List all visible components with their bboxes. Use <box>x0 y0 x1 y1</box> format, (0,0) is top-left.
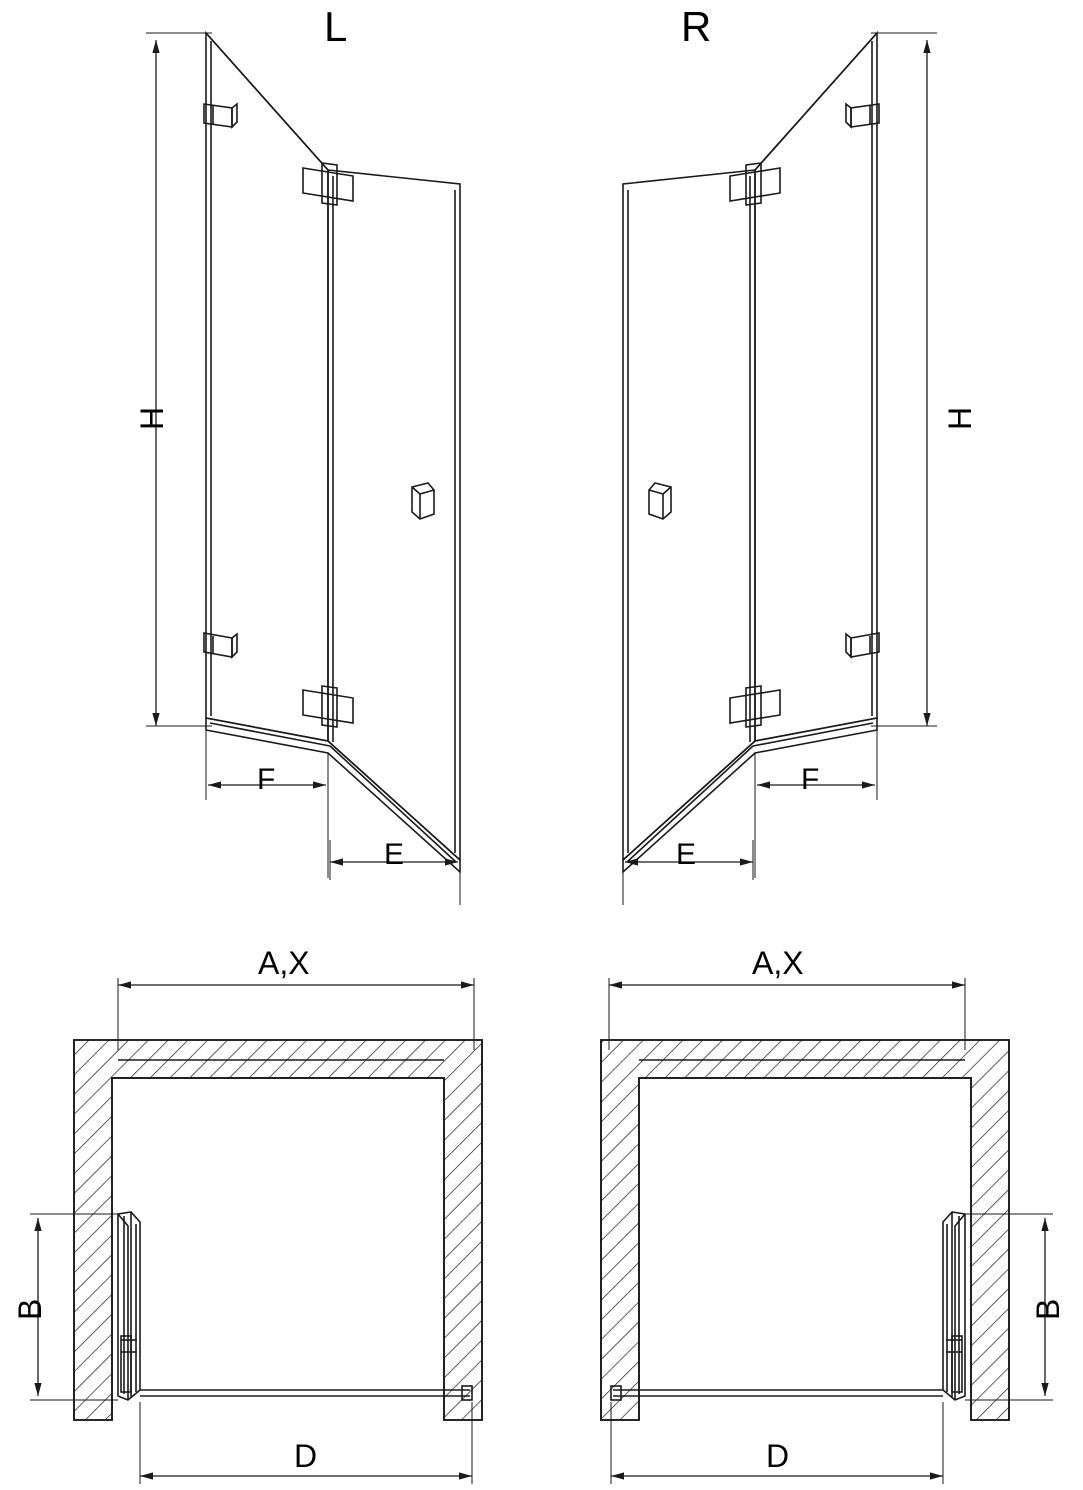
dimension-label-h-right: H <box>942 406 978 430</box>
hinge-upper-left <box>204 104 237 127</box>
plan-view-right <box>601 978 1053 1484</box>
dimension-label-h-left: H <box>134 406 170 430</box>
dimension-label-f-left: F <box>257 763 276 796</box>
hinge-upper-right <box>846 104 879 127</box>
dimension-label-e-left: E <box>384 838 405 871</box>
dimension-label-f-right: F <box>801 763 820 796</box>
hinge-lower-right <box>846 633 879 657</box>
door-knob <box>412 483 434 519</box>
plan-view-left <box>30 978 482 1484</box>
dimension-label-d-left: D <box>294 1438 318 1474</box>
variant-label-left: L <box>324 3 348 50</box>
dimension-label-ax-right: A,X <box>752 945 804 981</box>
folding-door-right <box>943 1212 965 1400</box>
iso-view-right <box>623 33 937 905</box>
dimension-label-ax-left: A,X <box>258 945 310 981</box>
folding-door-left <box>118 1212 140 1400</box>
dimension-extensions-right <box>623 730 877 905</box>
dimension-label-b-right: B <box>1030 1298 1066 1320</box>
variant-label-right: R <box>681 3 712 50</box>
dimension-h-right <box>871 33 937 726</box>
dimension-label-d-right: D <box>766 1438 790 1474</box>
dimension-label-e-right: E <box>676 838 697 871</box>
hinge-lower-left <box>204 633 237 657</box>
dimension-label-b-left: B <box>12 1298 48 1320</box>
dimension-h-left <box>146 33 212 726</box>
door-knob-right <box>649 483 671 519</box>
dimension-extensions-left <box>206 730 460 905</box>
iso-view-left <box>146 33 460 905</box>
